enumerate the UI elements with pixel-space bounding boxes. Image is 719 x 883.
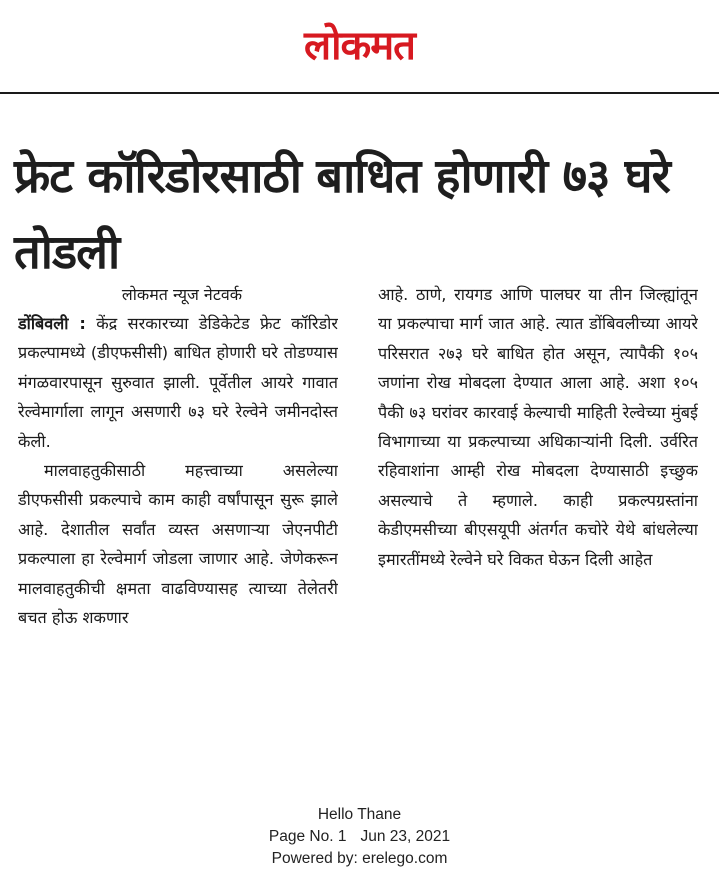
edition-name: Hello Thane <box>317 806 402 823</box>
page-info <box>0 826 719 848</box>
clip-fade <box>0 762 719 780</box>
article-paragraph-text: केंद्र सरकारच्या डेडिकेटेड फ्रेट कॉरिडोर प्रकल्पामध्ये (डीएफसीसी) बाधित होणारी घरे तोडण्यास मंगळवारपासून सुरुवात झाली. पूर्वेतील आयरे गावात रेल्वेमार्गाला लागून असणारी ७३ घरे रेल्वेने जमीनदोस्त केली. <box>18 314 338 451</box>
publish-date: Jun 23, 2021 <box>360 828 451 845</box>
article-paragraph: मालवाहतुकीसाठी महत्त्वाच्या असलेल्या डीएफसीसी प्रकल्पाचे काम काही वर्षांपासून सुरू झाले आहे. देशातील सर्वांत व्यस्त असणाऱ्या जेएनपीटी प्रकल्पाला हा रेल्वेमार्ग जोडला जाणार आहे. जेणेकरून मालवाहतुकीची क्षमता वाढविण्यासह त्याच्या तेलेतरी बचत होऊ शकणार <box>18 461 338 628</box>
article-dateline: डोंबिवली : <box>18 314 86 333</box>
page-footer <box>0 804 719 870</box>
article-paragraph: आहे. ठाणे, रायगड आणि पालघर या तीन जिल्ह्यांतून या प्रकल्पाचा मार्ग जात आहे. त्यात डोंबिवलीच्या आयरे परिसरात २७३ घरे बाधित होत असून, त्यापैकी १०५ जणांना रोख मोबदला देण्यात आला आहे. अशा १०५ पैकी ७३ घरांवर कारवाई केल्याची माहिती रेल्वेच्या मुंबई विभागाच्या या प्रकल्पाच्या अधिकाऱ्यांनी दिली. उर्वरित रहिवाशांना आम्ही रोख मोबदला देण्यासाठी इच्छुक असल्याचे ते म्हणाले. काही प्रकल्पग्रस्तांना केडीएमसीच्या बीएसयूपी अंतर्गत कचोरे येथे बांधलेल्या इमारतींमध्ये रेल्वेने घरे विकत घेऊन दिली आहेत <box>378 285 698 569</box>
article-column-right <box>378 280 698 772</box>
article-headline: फ्रेट कॉरिडोरसाठी बाधित होणारी ७३ घरे तोडली <box>14 149 670 281</box>
article-paragraph <box>18 309 338 456</box>
masthead <box>0 0 719 94</box>
page-number: Page No. 1 <box>268 828 347 845</box>
newspaper-logo: लोकमत <box>304 23 415 69</box>
article-byline: लोकमत न्यूज नेटवर्क <box>121 285 243 304</box>
powered-by-link[interactable]: Powered by: erelego.com <box>271 850 448 867</box>
article-column-left <box>18 280 338 772</box>
